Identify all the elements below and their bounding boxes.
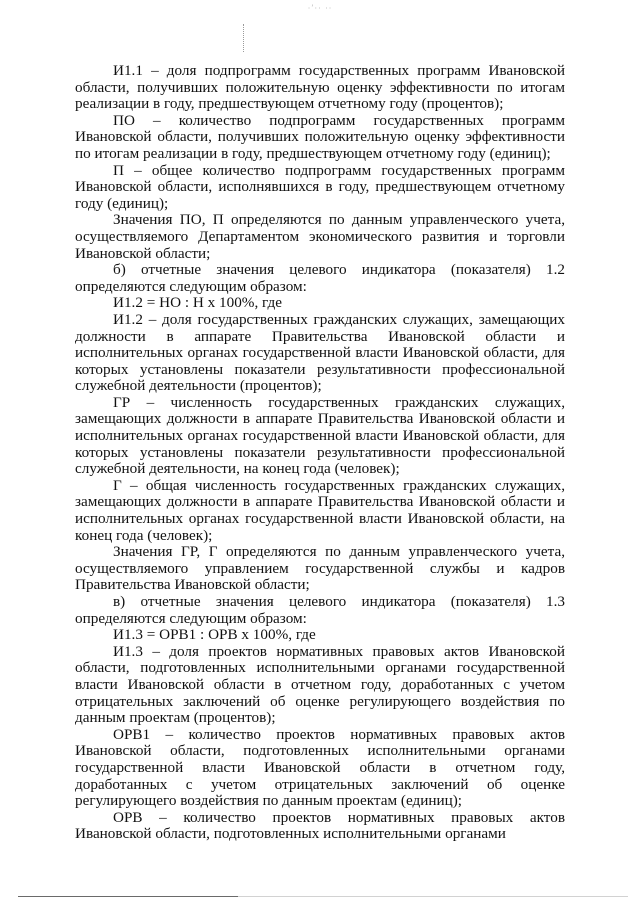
- paragraph-values-gr-g: Значения ГР, Г определяются по данным управленческого учета, осуществляемого управлением государственной службы и кадров Правительства Ивановской области;: [75, 543, 565, 594]
- paragraph-definition-orv: ОРВ – количество проектов нормативных правовых актов Ивановской области, подготовленных исполнительными органами: [75, 808, 565, 843]
- formula-i1-2: И1.2 = НО : Н x 100%, где: [113, 294, 282, 312]
- fold-line: [243, 24, 245, 52]
- formula-i1-3: И1.3 = ОРВ1 : ОРВ x 100%, где: [113, 626, 316, 644]
- paragraph-values-po-p: Значения ПО, П определяются по данным управленческого учета, осуществляемого Департаментом экономического развития и торговли Ивановской области;: [75, 211, 565, 262]
- paragraph-definition-g: Г – общая численность государственных гражданских служащих, замещающих должности в аппарате Правительства Ивановской области и исполнительных органах государственной власти Ивановской области, на конец года (человек);: [75, 476, 565, 544]
- scan-edge-line-faint: [238, 896, 628, 897]
- scan-artifact-mark: ·ʹ·· ··: [307, 4, 333, 13]
- paragraph-indicator-1-3-intro: в) отчетные значения целевого индикатора (показателя) 1.3 определяются следующим образом:: [75, 593, 565, 627]
- scan-edge-line: [18, 896, 238, 897]
- paragraph-definition-po: ПО – количество подпрограмм государственных программ Ивановской области, получивших положительную оценку эффективности по итогам реализации в году, предшествующем отчетному году (единиц);: [75, 111, 565, 162]
- document-body: [75, 63, 565, 843]
- paragraph-definition-p: П – общее количество подпрограмм государственных программ Ивановской области, исполнявшихся в году, предшествующем отчетному году (единиц);: [75, 161, 565, 212]
- paragraph-definition-i1-3: И1.3 – доля проектов нормативных правовых актов Ивановской области, подготовленных исполнительными органами государственной власти Ивановской области в отчетном году, доработанных с учетом отрицательных заключений об оценке регулирующего воздействия по данным проектам (процентов);: [75, 642, 565, 727]
- paragraph-definition-orv1: ОРВ1 – количество проектов нормативных правовых актов Ивановской области, подготовленных исполнительными органами государственной власти Ивановской области в отчетном году, доработанных с учетом отрицательных заключений об оценке регулирующего воздействия по данным проектам (единиц);: [75, 725, 565, 810]
- paragraph-definition-i1-1: И1.1 – доля подпрограмм государственных программ Ивановской области, получивших положительную оценку эффективности по итогам реализации в году, предшествующем отчетному году (процентов);: [75, 62, 565, 113]
- paragraph-definition-gr: ГР – численность государственных гражданских служащих, замещающих должности в аппарате Правительства Ивановской области и исполнительных органах государственной власти Ивановской области, для которых установлены показатели результативности профессиональной служебной деятельности, на конец года (человек);: [75, 393, 565, 478]
- paragraph-definition-i1-2: И1.2 – доля государственных гражданских служащих, замещающих должности в аппарате Правительства Ивановской области и исполнительных органах государственной власти Ивановской области, для которых установлены показатели результативности профессиональной служебной деятельности (процентов);: [75, 310, 565, 395]
- paragraph-indicator-1-2-intro: б) отчетные значения целевого индикатора (показателя) 1.2 определяются следующим образом:: [75, 261, 565, 295]
